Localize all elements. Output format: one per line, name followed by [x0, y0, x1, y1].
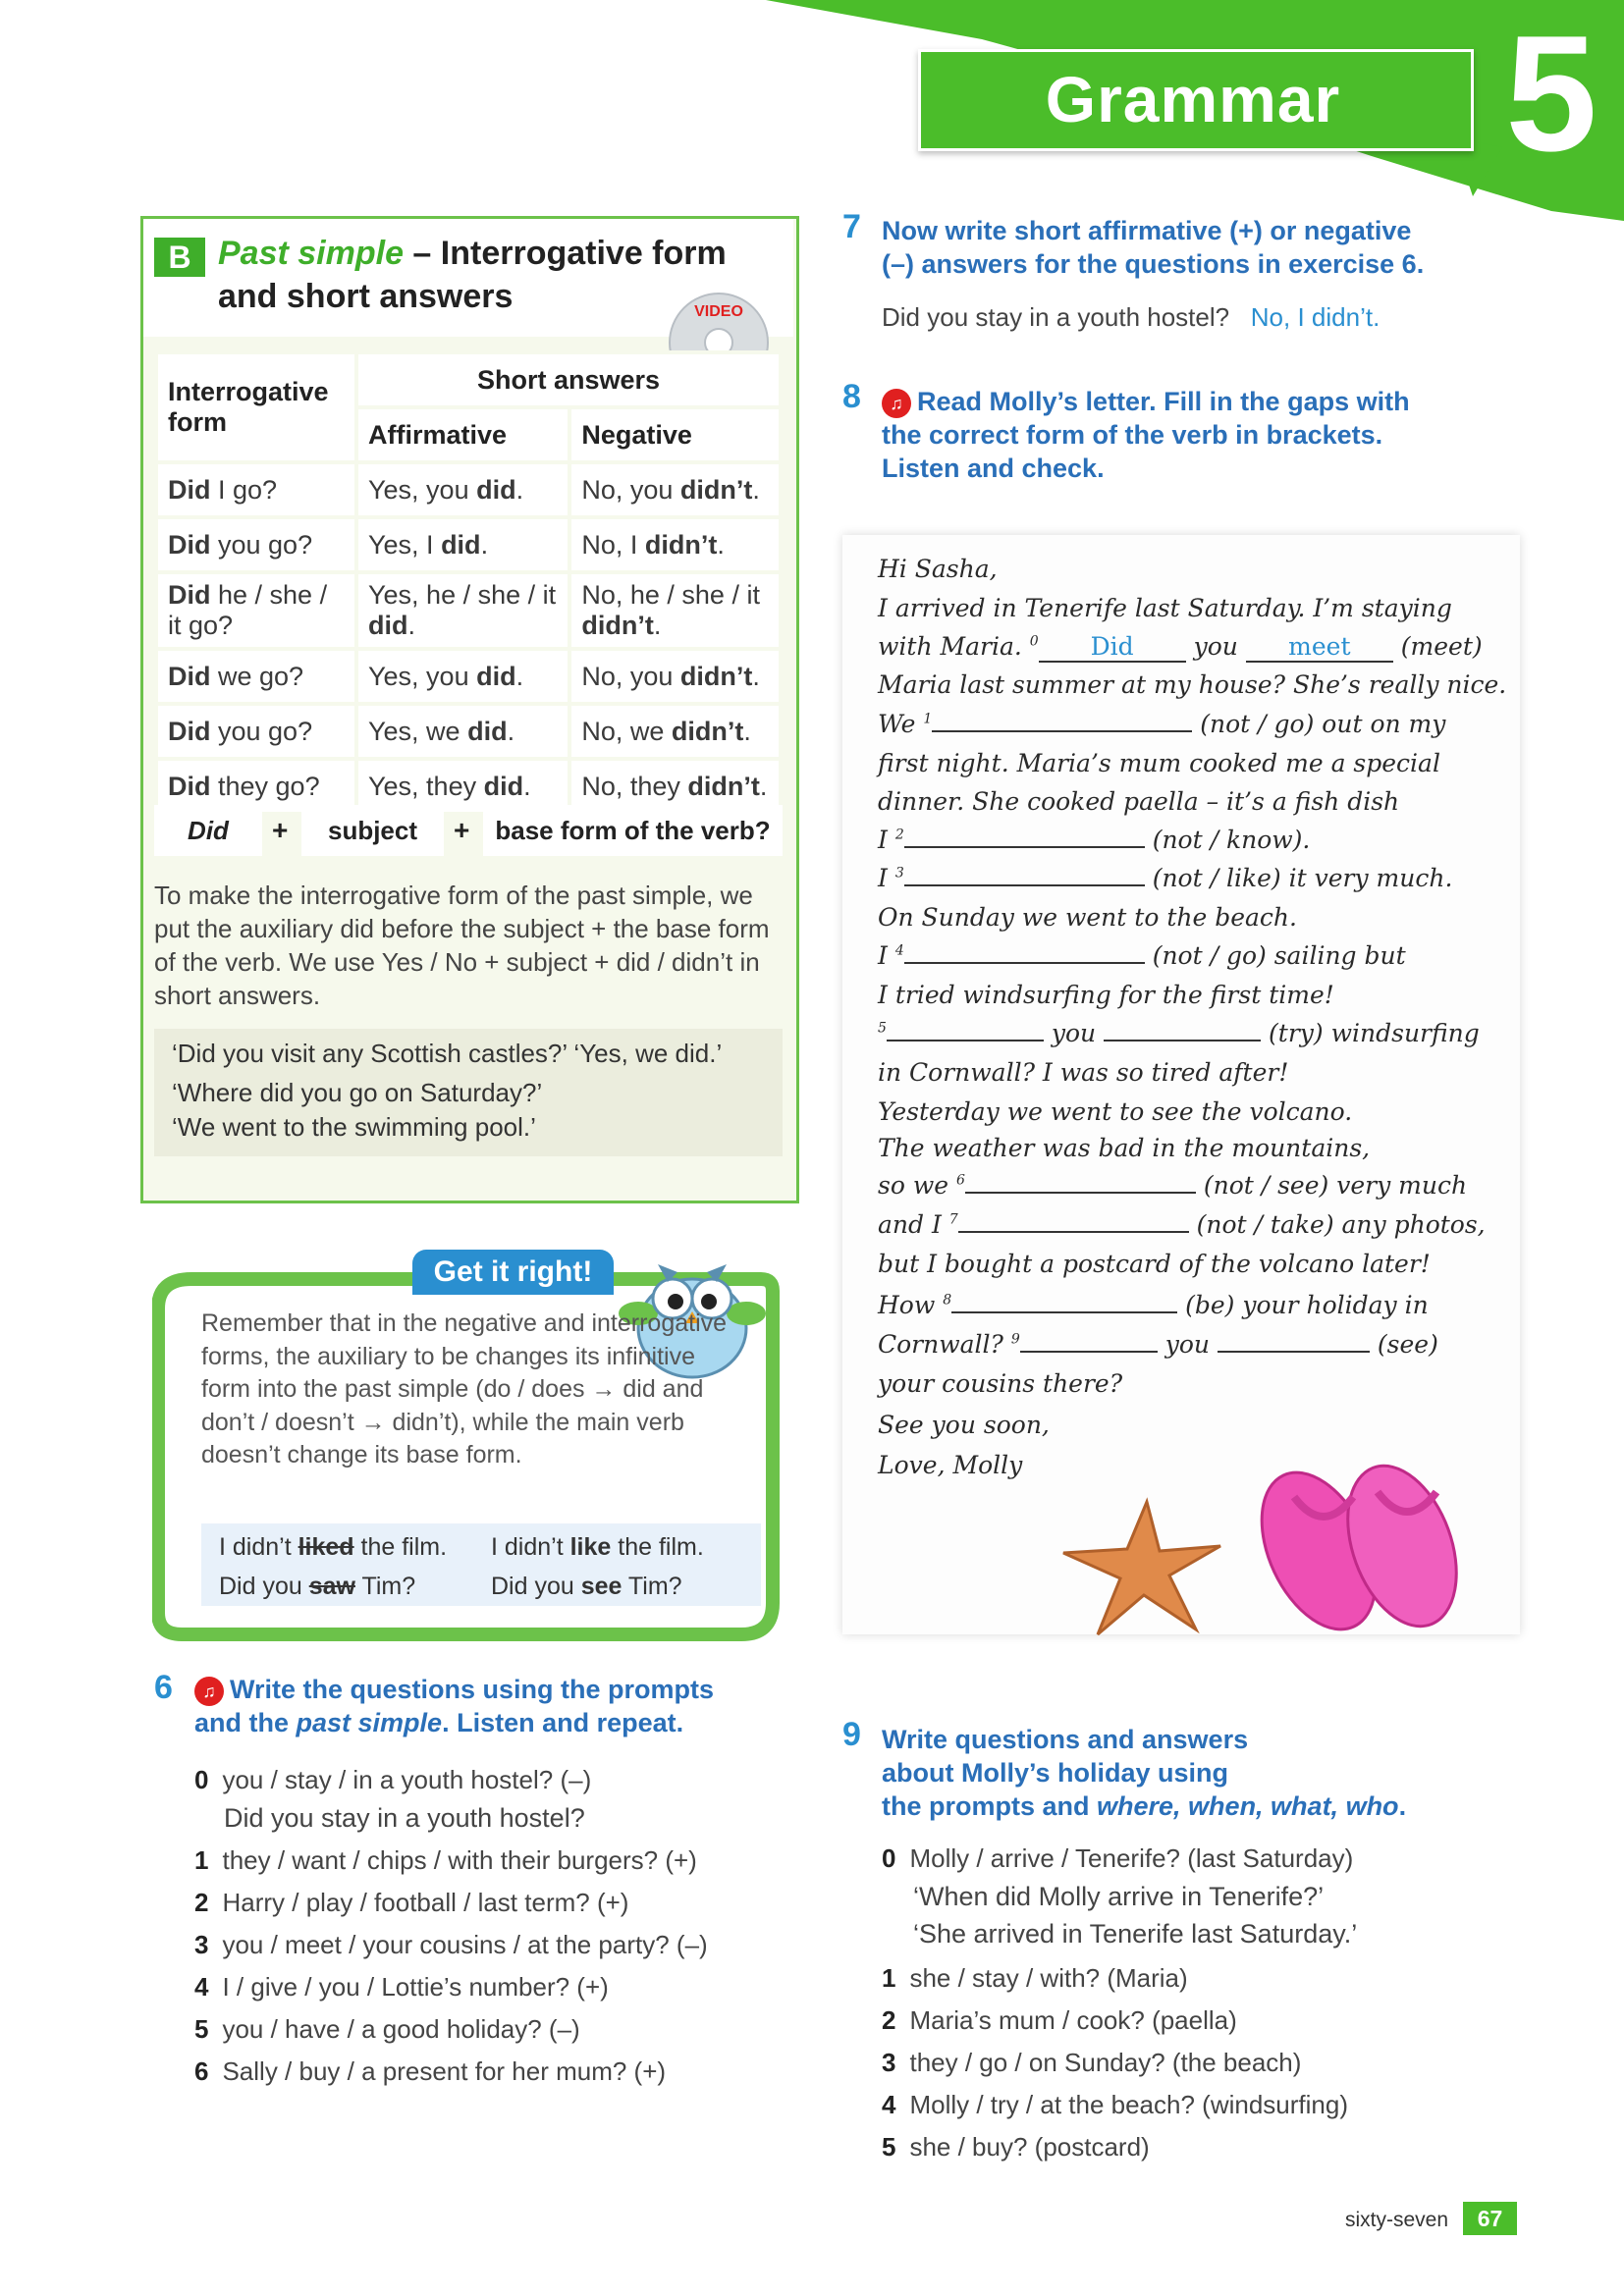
letter-line: Love, Molly [878, 1451, 1023, 1479]
letter-text: I [878, 941, 895, 970]
letter-text: so we [878, 1171, 956, 1200]
cell-n-pre: No, he / she / it [581, 580, 760, 610]
letter-text: (not / go) out on my [1192, 710, 1446, 738]
item-text: you / meet / your cousins / at the party? (–) [222, 1930, 708, 1959]
page-title: Grammar [1045, 63, 1341, 135]
item-text: Sally / buy / a present for her mum? (+) [222, 2056, 667, 2086]
letter-line [878, 632, 1483, 663]
cell-a-pre: Yes, he / she / it [368, 580, 557, 610]
cell-a-bold: did [467, 716, 508, 746]
gap-number: 7 [948, 1211, 958, 1228]
formula-plus-2: + [454, 815, 470, 845]
cell-q-bold: Did [168, 474, 211, 505]
list-item [194, 1930, 708, 1960]
letter-line [878, 1210, 1486, 1239]
letter-line: The weather was bad in the mountains, [878, 1134, 1371, 1162]
gap-1[interactable] [932, 730, 1192, 732]
cell-q-rest: he / she / it go? [168, 580, 328, 640]
cell-a-pre: Yes, you [368, 661, 477, 691]
letter-text: I [878, 864, 895, 892]
example-line: ‘Where did you go on Saturday?’ [172, 1078, 543, 1107]
letter-line [878, 710, 1445, 738]
list-item [194, 1888, 628, 1918]
cell-q-rest: you go? [210, 529, 313, 560]
cell-a-post: . [507, 716, 515, 746]
wrong-post: Tim? [354, 1573, 416, 1600]
gap-number: 0 [1029, 633, 1039, 650]
item-number: 2 [882, 2005, 896, 2035]
wrong-pre: Did you [219, 1573, 309, 1600]
gap-4[interactable] [904, 962, 1145, 964]
unit-number: 5 [1505, 1, 1597, 186]
page-number: 67 [1463, 2202, 1517, 2235]
gap-number: 3 [894, 865, 904, 881]
cell-n-post: . [752, 474, 760, 505]
ex9-instr-3-pre: the prompts and [882, 1791, 1098, 1821]
table-row [156, 572, 781, 649]
letter-line: Maria last summer at my house? She’s really nice. [878, 670, 1507, 699]
letter-line: See you soon, [878, 1411, 1050, 1439]
cell-n-post: . [717, 529, 725, 560]
example-answer: Did you stay in a youth hostel? [224, 1803, 585, 1833]
formula-subject: subject [301, 805, 444, 856]
gap-5b[interactable] [1104, 1040, 1261, 1041]
ex7-instr-1: Now write short affirmative (+) or negative [882, 216, 1412, 245]
cell-a-pre: Yes, they [368, 771, 484, 801]
table-row [156, 649, 781, 704]
cell-n-pre: No, you [581, 474, 680, 505]
section-title-rest: – Interrogative form and short answers [218, 235, 727, 315]
gap-number: 5 [878, 1020, 887, 1037]
letter-line: I tried windsurfing for the first time! [878, 981, 1334, 1009]
letter-text: (not / go) sailing but [1144, 941, 1406, 970]
letter-line [878, 941, 1406, 970]
get-it-right-examples [201, 1523, 761, 1606]
exercise-6-number: 6 [154, 1669, 173, 1706]
letter-line [878, 826, 1310, 854]
cell-a-bold: did [483, 771, 524, 801]
cell-a-post: . [515, 661, 524, 691]
exercise-9-instruction [882, 1723, 1510, 1823]
grammar-table [154, 350, 783, 816]
list-item [194, 2014, 580, 2045]
formula-did: Did [154, 805, 262, 856]
right-post: the film. [611, 1533, 704, 1561]
right-example-1 [491, 1533, 704, 1562]
cell-n-bold: didn’t [679, 474, 753, 505]
cell-a-pre: Yes, I [368, 529, 442, 560]
ex6-instr-1: Write the questions using the prompts [230, 1675, 715, 1704]
cell-n-bold: didn’t [679, 661, 753, 691]
table-row [156, 517, 781, 572]
cell-a-post: . [515, 474, 524, 505]
letter-text: you [1043, 1019, 1105, 1047]
letter-line: your cousins there? [878, 1369, 1123, 1398]
item-number: 0 [194, 1765, 209, 1794]
cell-n-post: . [759, 771, 768, 801]
wrong-post: the film. [353, 1533, 448, 1561]
right-pre: Did you [491, 1573, 581, 1600]
item-text: you / have / a good holiday? (–) [222, 2014, 580, 2044]
audio-icon[interactable]: ♫ [882, 389, 911, 418]
ex8-instr-3: Listen and check. [882, 454, 1105, 483]
gap-2[interactable] [904, 846, 1145, 848]
ex7-example-a: No, I didn’t. [1250, 302, 1380, 332]
ex6-instr-2-pre: and the [194, 1708, 297, 1737]
right-example-2 [491, 1573, 682, 1601]
starfish-icon [1054, 1492, 1230, 1639]
letter-text: and I [878, 1210, 949, 1239]
cell-q-bold: Did [168, 716, 211, 746]
formula-plus: + [272, 815, 289, 845]
item-number: 6 [194, 2056, 209, 2086]
cell-n-pre: No, I [581, 529, 645, 560]
letter-line [878, 1019, 1480, 1047]
letter-text: How [878, 1291, 944, 1319]
item-text: she / stay / with? (Maria) [909, 1963, 1188, 1993]
item-number: 4 [194, 1972, 209, 2002]
gap-7[interactable] [958, 1231, 1189, 1233]
letter-line: dinner. She cooked paella – it’s a fish dish [878, 787, 1400, 816]
letter-text: with Maria. [878, 632, 1030, 661]
cell-n-bold: didn’t [671, 716, 744, 746]
list-item [882, 2005, 1237, 2036]
letter-text: We [878, 710, 924, 738]
right-bold: like [569, 1533, 612, 1561]
right-post: Tim? [622, 1573, 682, 1600]
cell-a-post: . [523, 771, 531, 801]
letter-text: (be) your holiday in [1177, 1291, 1429, 1319]
page-number-word: sixty-seven [1345, 2209, 1449, 2231]
item-number: 5 [194, 2014, 209, 2044]
item-text: Molly / try / at the beach? (windsurfing) [909, 2090, 1348, 2119]
letter-text: (not / know). [1144, 826, 1311, 854]
cell-n-bold: didn’t [581, 611, 654, 640]
flip-flops-icon [1235, 1458, 1490, 1634]
gap-0a[interactable]: Did [1039, 632, 1186, 663]
ex7-instr-2: (–) answers for the questions in exercise 6. [882, 249, 1425, 279]
video-label: VIDEO [694, 303, 743, 320]
ex9-instr-1: Write questions and answers [882, 1725, 1249, 1754]
table-row [156, 704, 781, 759]
example-line: ‘Did you visit any Scottish castles?’ ‘Yes, we did.’ [172, 1039, 723, 1068]
gap-number: 2 [894, 827, 904, 843]
item-text: Harry / play / football / last term? (+) [222, 1888, 629, 1917]
molly-letter [842, 535, 1520, 1634]
col-negative: Negative [569, 407, 781, 462]
wrong-example-1 [219, 1533, 447, 1562]
list-item [882, 2132, 1150, 2163]
cell-n-bold: didn’t [644, 529, 718, 560]
gap-5a[interactable] [887, 1040, 1044, 1041]
cell-q-bold: Did [168, 529, 211, 560]
cell-n-pre: No, you [581, 661, 680, 691]
item-text: I / give / you / Lottie’s number? (+) [222, 1972, 609, 2002]
cell-n-pre: No, they [581, 771, 688, 801]
section-title-em: Past simple [218, 235, 404, 272]
gap-8[interactable] [951, 1311, 1177, 1313]
wrong-example-2 [219, 1573, 415, 1601]
gap-0b[interactable]: meet [1246, 632, 1393, 663]
exercise-6-instruction [194, 1673, 784, 1739]
item-number: 5 [882, 2132, 896, 2162]
cell-n-post: . [653, 611, 662, 640]
exercise-9-number: 9 [842, 1716, 861, 1753]
cell-a-pre: Yes, we [368, 716, 468, 746]
col-short-answers: Short answers [356, 352, 781, 407]
gap-number: 8 [943, 1292, 952, 1308]
col-interrogative: Interrogative form [156, 352, 356, 462]
item-text: you / stay / in a youth hostel? (–) [222, 1765, 592, 1794]
cell-n-pre: No, we [581, 716, 672, 746]
section-badge: B [154, 238, 205, 277]
list-item [882, 1963, 1188, 1994]
gap-number: 1 [923, 711, 933, 727]
letter-line [878, 1330, 1438, 1359]
ex9-instr-3-em: where, when, what, who [1097, 1791, 1399, 1821]
example-answer: ‘She arrived in Tenerife last Saturday.’ [913, 1919, 1358, 1949]
list-item [882, 2090, 1348, 2120]
cell-q-rest: you go? [210, 716, 313, 746]
gap-6[interactable] [965, 1192, 1196, 1194]
cell-n-bold: didn’t [687, 771, 760, 801]
gap-number: 4 [894, 942, 904, 959]
list-item [194, 1765, 591, 1795]
gap-number: 9 [1010, 1331, 1020, 1348]
item-number: 1 [194, 1845, 209, 1875]
letter-text: I [878, 826, 895, 854]
cell-n-post: . [743, 716, 751, 746]
get-it-right-tab: Get it right! [412, 1250, 614, 1295]
cell-q-rest: we go? [210, 661, 304, 691]
table-row [156, 462, 781, 517]
gap-number: 6 [955, 1172, 965, 1189]
letter-line [878, 864, 1452, 892]
letter-line [878, 1291, 1429, 1319]
letter-text: (meet) [1392, 632, 1483, 661]
ex8-instr-1: Read Molly’s letter. Fill in the gaps with [917, 387, 1410, 416]
cell-a-bold: did [476, 661, 516, 691]
cell-q-bold: Did [168, 580, 211, 610]
formula-row [154, 805, 783, 856]
ex7-example-q: Did you stay in a youth hostel? [882, 302, 1230, 332]
letter-line [878, 1171, 1467, 1200]
letter-line: first night. Maria’s mum cooked me a special [878, 749, 1440, 777]
item-number: 3 [194, 1930, 209, 1959]
wrong-strike: liked [298, 1533, 354, 1561]
cell-a-post: . [480, 529, 489, 560]
letter-text: (not / like) it very much. [1144, 864, 1453, 892]
cell-a-bold: did [368, 611, 408, 640]
letter-text: (see) [1369, 1330, 1438, 1359]
wrong-strike: saw [308, 1573, 355, 1600]
ex6-instr-2-post: . Listen and repeat. [442, 1708, 684, 1737]
exercise-8-instruction [882, 385, 1510, 485]
gap-9b[interactable] [1218, 1351, 1370, 1353]
list-item [882, 2048, 1301, 2078]
letter-line: Hi Sasha, [878, 555, 998, 583]
cell-a-bold: did [441, 529, 481, 560]
item-text: Maria’s mum / cook? (paella) [909, 2005, 1237, 2035]
example-line: ‘We went to the swimming pool.’ [172, 1112, 536, 1142]
letter-text: (not / take) any photos, [1188, 1210, 1486, 1239]
get-it-right-text: Remember that in the negative and interrogative forms, the auxiliary to be changes its infinitive form into the past simple (do / does → did and don’t / doesn’t → didn’t), while the main verb doesn’t change its base form. [201, 1309, 728, 1468]
exercise-8-number: 8 [842, 378, 861, 415]
letter-text: you [1185, 632, 1246, 661]
cell-a-bold: did [476, 474, 516, 505]
grammar-examples [154, 1029, 783, 1156]
letter-text: Cornwall? [878, 1330, 1011, 1359]
list-item [194, 1972, 609, 2002]
list-item [194, 2056, 666, 2087]
ex6-instr-2-em: past simple [296, 1708, 443, 1737]
letter-line: I arrived in Tenerife last Saturday. I’m staying [878, 594, 1452, 622]
gap-9a[interactable] [1020, 1351, 1158, 1353]
letter-text: you [1157, 1330, 1218, 1359]
letter-line: in Cornwall? I was so tired after! [878, 1058, 1289, 1087]
cell-q-rest: they go? [210, 771, 320, 801]
cell-a-pre: Yes, you [368, 474, 477, 505]
cell-a-post: . [407, 611, 416, 640]
ex8-instr-2: the correct form of the verb in brackets. [882, 420, 1383, 450]
formula-base: base form of the verb? [483, 805, 783, 856]
letter-line: On Sunday we went to the beach. [878, 903, 1297, 932]
cell-n-post: . [752, 661, 760, 691]
item-number: 3 [882, 2048, 896, 2077]
letter-line: but I bought a postcard of the volcano later! [878, 1250, 1431, 1278]
letter-line: Yesterday we went to see the volcano. [878, 1097, 1353, 1126]
col-affirmative: Affirmative [356, 407, 569, 462]
list-item [194, 1845, 697, 1876]
cell-q-bold: Did [168, 661, 211, 691]
ex9-instr-3-post: . [1398, 1791, 1407, 1821]
right-pre: I didn’t [491, 1533, 570, 1561]
item-text: they / go / on Sunday? (the beach) [909, 2048, 1302, 2077]
right-bold: see [580, 1573, 623, 1600]
item-text: they / want / chips / with their burgers? (+) [222, 1845, 697, 1875]
list-item [882, 1843, 1353, 1874]
grammar-explanation: To make the interrogative form of the past simple, we put the auxiliary did before the subject + the base form of the verb. We use Yes / No + subject + did / didn’t in short answers. [154, 881, 770, 1010]
ex7-example [882, 302, 1380, 333]
letter-text: (try) windsurfing [1261, 1019, 1480, 1047]
example-question: ‘When did Molly arrive in Tenerife?’ [913, 1882, 1325, 1911]
item-number: 4 [882, 2090, 896, 2119]
wrong-pre: I didn’t [219, 1533, 298, 1561]
ex9-instr-2: about Molly’s holiday using [882, 1758, 1229, 1788]
item-number: 1 [882, 1963, 896, 1993]
cell-q-rest: I go? [210, 474, 278, 505]
item-text: Molly / arrive / Tenerife? (last Saturday) [909, 1843, 1354, 1873]
exercise-7-instruction [882, 214, 1510, 281]
exercise-7-number: 7 [842, 208, 861, 245]
cell-q-bold: Did [168, 771, 211, 801]
audio-icon[interactable]: ♫ [194, 1677, 224, 1706]
gap-3[interactable] [904, 884, 1145, 886]
item-number: 2 [194, 1888, 209, 1917]
item-text: she / buy? (postcard) [909, 2132, 1150, 2162]
letter-text: (not / see) very much [1195, 1171, 1468, 1200]
item-number: 0 [882, 1843, 896, 1873]
